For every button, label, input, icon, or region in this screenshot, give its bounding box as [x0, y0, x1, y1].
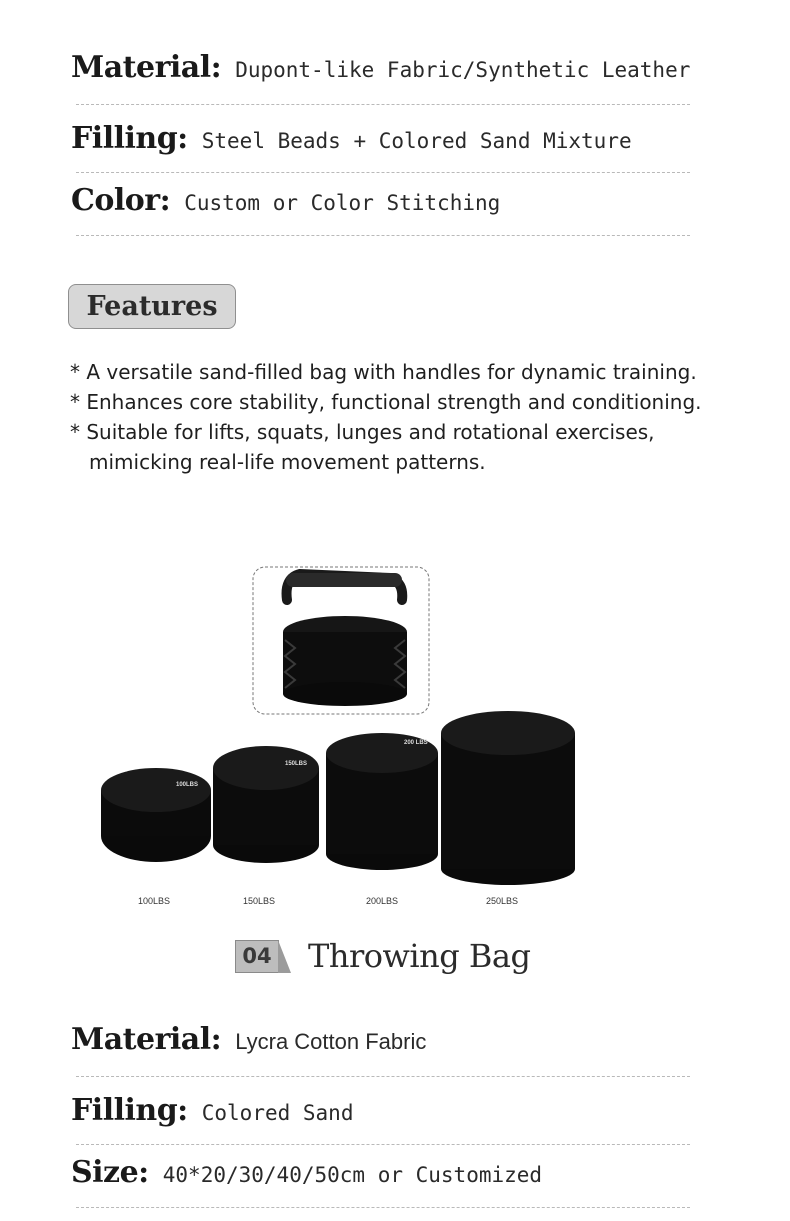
spec-row-size	[71, 1155, 542, 1190]
bag-tag-label: 100LBS	[176, 782, 199, 788]
spec-label: Size:	[71, 1155, 149, 1190]
spec-row-material	[71, 1022, 426, 1057]
divider	[76, 1144, 690, 1145]
divider	[76, 1207, 690, 1208]
spec-row-filling	[71, 121, 632, 156]
spec-row-color	[71, 183, 500, 218]
bag-250lbs	[441, 711, 575, 885]
feature-item: * Suitable for lifts, squats, lunges and rotational exercises,	[70, 420, 655, 444]
spec-value: Dupont-like Fabric/Synthetic Leather	[235, 58, 691, 82]
bag-tag-label: 150LBS	[285, 761, 308, 767]
spec-value: 40*20/30/40/50cm or Customized	[162, 1163, 543, 1187]
section-number-badge	[235, 938, 291, 974]
feature-item: * Enhances core stability, functional strength and conditioning.	[70, 390, 702, 414]
spec-value: Custom or Color Stitching	[184, 191, 501, 215]
spec-label: Material:	[71, 1022, 222, 1057]
product-image	[90, 560, 590, 920]
spec-label: Filling:	[71, 1093, 188, 1128]
features-heading-tab	[68, 284, 236, 329]
divider	[76, 172, 690, 173]
section-title: Throwing Bag	[308, 937, 531, 975]
bag-tag-label: 200 LBS	[404, 740, 428, 746]
size-label: 100LBS	[137, 896, 171, 906]
product-photo	[90, 560, 590, 920]
spec-label: Color:	[71, 183, 171, 218]
spec-label: Filling:	[71, 121, 188, 156]
divider	[76, 1076, 690, 1077]
feature-item: * A versatile sand-filled bag with handles for dynamic training.	[70, 360, 697, 384]
feature-item-continuation: mimicking real-life movement patterns.	[89, 450, 486, 474]
spec-value: Colored Sand	[201, 1101, 354, 1125]
divider	[76, 104, 690, 105]
spec-row-filling	[71, 1093, 353, 1128]
section-number: 04	[242, 944, 272, 968]
spec-label: Material:	[71, 50, 222, 85]
size-label: 150LBS	[242, 896, 276, 906]
features-heading: Features	[86, 291, 218, 322]
spec-value: Steel Beads + Colored Sand Mixture	[201, 129, 632, 153]
spec-row-material	[71, 50, 690, 85]
size-label: 200LBS	[365, 896, 399, 906]
bag-200lbs	[326, 733, 438, 870]
size-label: 250LBS	[485, 896, 519, 906]
section-heading	[235, 937, 530, 975]
divider	[76, 235, 690, 236]
spec-value: Lycra Cotton Fabric	[235, 1029, 427, 1054]
features-list	[70, 357, 750, 477]
